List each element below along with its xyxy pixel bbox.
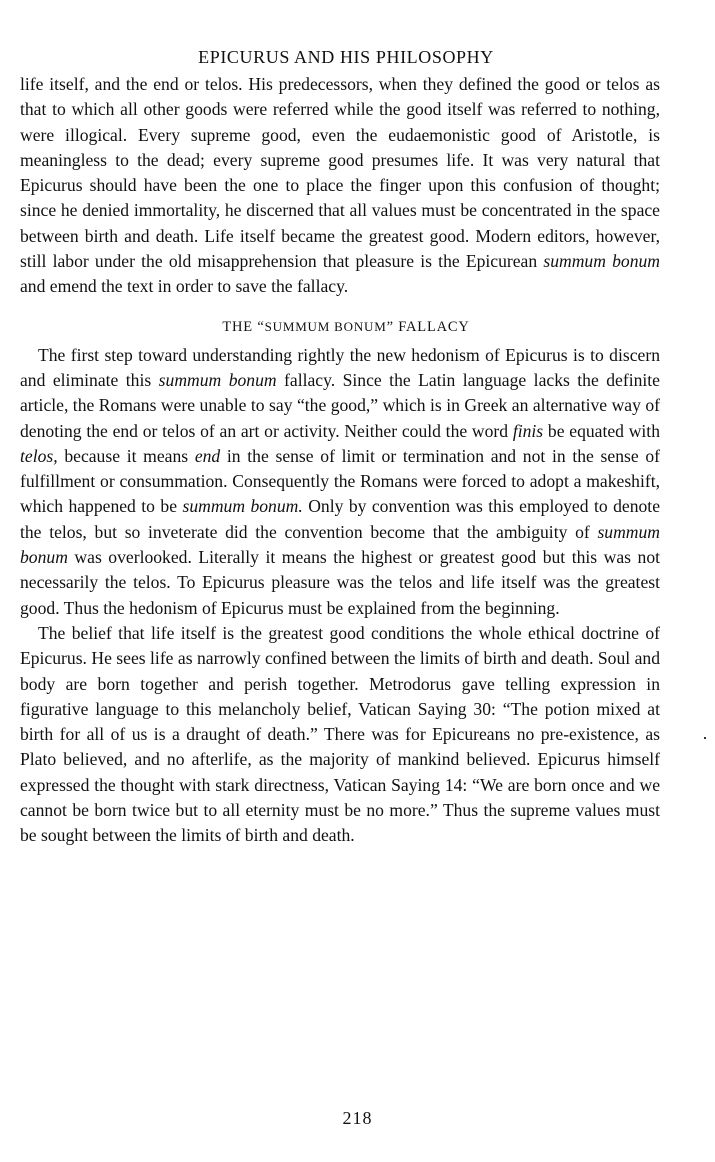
text-run: and emend the text in order to save the fallacy. bbox=[20, 276, 349, 297]
heading-part: ” FALLACY bbox=[386, 318, 470, 335]
paragraph-continuation bbox=[20, 72, 660, 300]
italic-term: summum bonum. bbox=[182, 496, 303, 517]
text-run: because it means bbox=[57, 445, 195, 466]
book-page bbox=[20, 44, 660, 849]
text-run: The first step toward understanding rightly the new hedonism of Epicurus is to discern and eliminate this bbox=[20, 344, 660, 390]
italic-term: telos, bbox=[20, 445, 58, 466]
text-run: was overlooked. Literally it means the highest or greatest good but this was not necessarily the telos. To Epicurus pleasure was the telos and life itself was the greatest good. Thus the hedonism of Epicurus must be explained from the beginning. bbox=[20, 547, 660, 618]
paragraph bbox=[20, 343, 660, 621]
running-title: EPICURUS AND HIS PHILOSOPHY bbox=[198, 47, 494, 67]
italic-term: summum bonum bbox=[543, 251, 660, 272]
italic-term: finis bbox=[512, 420, 544, 441]
page-number: 218 bbox=[342, 1108, 373, 1128]
text-run: life itself, and the end or telos. His predecessors, when they defined the good or telos as that to which all other goods were referred while the good itself was referred to nothing, were illogical. Every supreme good, even the eudaemonistic good of Aristotle, is meaningless to the dead; every supreme good presumes life. It was very natural that Epicurus should have been the one to place the finger upon this confusion of thought; since he denied immortality, he discerned that all values must be concentrated in the space between birth and death. Life itself became the greatest good. Modern editors, however, still labor under the old misapprehension that pleasure is the Epicurean bbox=[20, 74, 660, 272]
section-heading bbox=[20, 315, 660, 339]
italic-term: summum bonum bbox=[158, 369, 277, 390]
italic-term: end bbox=[194, 445, 221, 466]
heading-part: THE “ bbox=[222, 318, 265, 335]
margin-mark bbox=[704, 737, 706, 739]
text-run: in the sense of limit or termination and not in the sense of fulfillment or consummation. Consequently the Romans were forced to adopt a makeshift, which happened to be bbox=[20, 445, 660, 517]
text-run: Only by convention was this employed to denote the telos, but so inveterate did the convention become that the ambiguity of bbox=[20, 496, 660, 542]
paragraph: The belief that life itself is the greatest good conditions the whole ethical doctrine of Epicurus. He sees life as narrowly confined between the limits of birth and death. Soul and body are born together and perish together. Metrodorus gave telling expression in figurative language to this melancholy belief, Vatican Saying 30: “The potion mixed at birth for all of us is a draught of death.” There was for Epicureans no pre-existence, as Plato believed, and no afterlife, as the majority of mankind believed. Epicurus himself expressed the thought with stark directness, Vatican Saying 14: “We are born once and we cannot be born twice but to all eternity must be no more.” Thus the supreme values must be sought between the limits of birth and death. bbox=[20, 622, 660, 846]
heading-small-caps: SUMMUM BONUM bbox=[264, 318, 387, 334]
italic-term: summum bonum bbox=[20, 521, 660, 568]
text-run: fallacy. Since the Latin language lacks the definite article, the Romans were unable to say “the good,” which is in Greek an alternative way of denoting the end or telos of an art or activity. Neither could the word bbox=[20, 369, 660, 441]
text-run: be equated with bbox=[543, 420, 660, 441]
